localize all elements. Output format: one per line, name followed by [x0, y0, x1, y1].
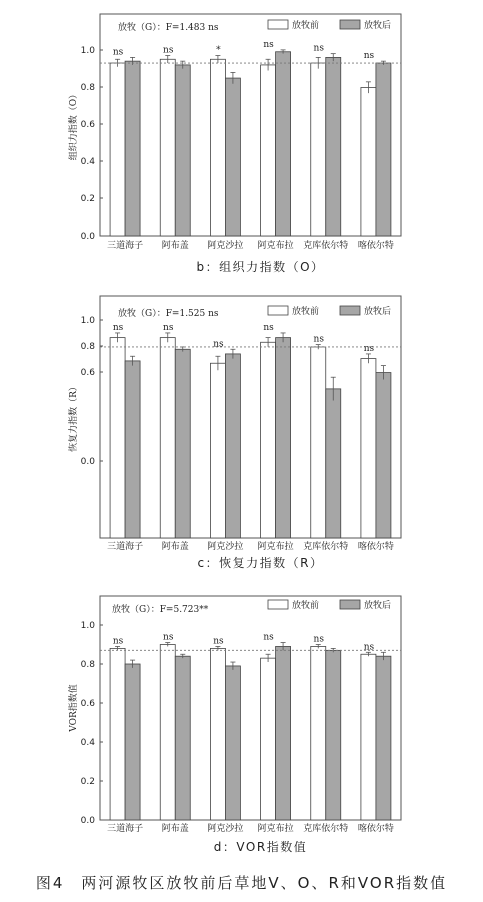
y-tick-label: 0.8 — [80, 342, 95, 352]
significance-label: ns — [163, 45, 174, 56]
bar-before — [110, 338, 125, 538]
x-tick-label: 阿布盖 — [161, 542, 189, 552]
x-tick-label: 阿布盖 — [161, 824, 189, 834]
bar-before — [361, 359, 376, 538]
x-tick-label: 阿克沙拉 — [207, 241, 244, 251]
y-tick-label: 0.2 — [80, 194, 95, 204]
legend-swatch-after — [340, 306, 360, 315]
x-tick-label: 克库依尔特 — [303, 542, 349, 552]
bar-after — [376, 63, 391, 236]
y-tick-label: 1.0 — [80, 621, 95, 631]
legend-swatch-before — [268, 600, 288, 609]
figure-caption: 图4 两河源牧区放牧前后草地V、O、R和VOR指数值 — [35, 874, 448, 892]
legend-label-after: 放牧后 — [364, 307, 392, 317]
y-tick-label: 0.6 — [80, 699, 95, 709]
chart-panel-c — [67, 296, 401, 570]
legend-swatch-after — [340, 600, 360, 609]
legend-label-before: 放牧前 — [292, 307, 320, 317]
significance-label: ns — [313, 634, 324, 645]
y-tick-label: 0.8 — [80, 660, 95, 670]
bar-before — [210, 648, 225, 820]
anova-annotation: 放牧（G）：F=1.483 ns — [118, 23, 219, 33]
bar-before — [261, 65, 276, 236]
significance-label: ns — [213, 339, 224, 350]
x-tick-label: 喀依尔特 — [357, 542, 394, 552]
bar-before — [110, 648, 125, 820]
bar-after — [225, 354, 240, 538]
bar-after — [125, 664, 140, 820]
bar-before — [311, 646, 326, 820]
significance-label: ns — [313, 43, 324, 54]
significance-label: ns — [112, 322, 124, 333]
panel-caption: c：恢复力指数（R） — [197, 556, 324, 570]
y-axis-title: 组织力指数（O） — [69, 89, 79, 161]
y-tick-label: 1.0 — [80, 316, 95, 326]
x-tick-label: 克库依尔特 — [303, 241, 349, 251]
bar-after — [225, 666, 240, 820]
x-tick-label: 克库依尔特 — [303, 824, 349, 834]
legend-label-before: 放牧前 — [292, 21, 320, 31]
significance-label: ns — [213, 636, 224, 647]
significance-label: ns — [263, 39, 274, 50]
bar-before — [160, 59, 175, 236]
significance-label: ns — [163, 322, 174, 333]
chart-panel-d — [67, 596, 401, 854]
y-axis-title: VOR指数值 — [69, 684, 79, 732]
bar-before — [361, 87, 376, 236]
y-axis-title: 恢复力指数（R） — [69, 382, 79, 452]
legend-label-after: 放牧后 — [364, 601, 392, 611]
x-tick-label: 三道海子 — [107, 241, 144, 251]
anova-annotation: 放牧（G）：F=1.525 ns — [118, 309, 219, 319]
bar-after — [326, 57, 341, 236]
bar-after — [225, 78, 240, 236]
significance-label: ns — [263, 632, 274, 643]
plot-frame — [100, 596, 401, 820]
significance-label: ns — [263, 322, 274, 333]
bar-before — [160, 645, 175, 821]
x-tick-label: 阿克沙拉 — [207, 824, 244, 834]
significance-label: ns — [363, 343, 375, 354]
plot-frame — [100, 14, 401, 236]
y-tick-label: 0.6 — [80, 120, 95, 130]
bar-after — [125, 61, 140, 236]
y-tick-label: 0.4 — [80, 738, 95, 748]
significance-label: ns — [112, 636, 124, 647]
x-tick-label: 阿克布拉 — [257, 542, 294, 552]
bar-before — [261, 658, 276, 820]
legend-label-before: 放牧前 — [292, 601, 320, 611]
bar-before — [110, 63, 125, 236]
significance-label: ns — [313, 334, 324, 345]
bar-after — [276, 646, 291, 820]
significance-label: ns — [163, 632, 174, 643]
legend-swatch-before — [268, 306, 288, 315]
y-tick-label: 0.0 — [80, 816, 95, 826]
x-tick-label: 阿克布拉 — [257, 824, 294, 834]
panel-caption: b：组织力指数（O） — [196, 260, 325, 274]
y-tick-label: 0.4 — [80, 157, 95, 167]
x-tick-label: 喀依尔特 — [357, 824, 394, 834]
bar-before — [261, 342, 276, 538]
x-tick-label: 三道海子 — [107, 824, 144, 834]
panel-caption: d：VOR指数值 — [213, 840, 308, 854]
anova-annotation: 放牧（G）：F=5.723** — [112, 605, 209, 615]
bar-after — [125, 361, 140, 538]
significance-label: ns — [363, 51, 375, 62]
y-tick-label: 0.8 — [80, 83, 95, 93]
x-tick-label: 阿布盖 — [161, 241, 189, 251]
y-tick-label: 0.6 — [80, 368, 95, 378]
bar-after — [175, 65, 190, 236]
x-tick-label: 阿克布拉 — [257, 241, 294, 251]
x-tick-label: 喀依尔特 — [357, 241, 394, 251]
y-tick-label: 1.0 — [80, 46, 95, 56]
bar-after — [276, 338, 291, 538]
bar-after — [376, 656, 391, 820]
significance-label: * — [216, 45, 221, 56]
bar-before — [210, 59, 225, 236]
y-tick-label: 0.0 — [80, 457, 95, 467]
y-tick-label: 0.2 — [80, 777, 95, 787]
chart-panel-b — [67, 14, 401, 274]
bar-before — [160, 338, 175, 538]
bar-after — [175, 349, 190, 538]
bar-after — [276, 52, 291, 236]
bar-before — [361, 654, 376, 820]
x-tick-label: 阿克沙拉 — [207, 542, 244, 552]
bar-before — [210, 363, 225, 538]
plot-frame — [100, 296, 401, 538]
significance-label: ns — [112, 47, 124, 58]
bar-before — [311, 63, 326, 236]
bar-after — [376, 373, 391, 538]
legend-label-after: 放牧后 — [364, 21, 392, 31]
bar-after — [326, 650, 341, 820]
significance-label: ns — [363, 642, 375, 653]
bar-after — [175, 656, 190, 820]
bar-before — [311, 347, 326, 538]
x-tick-label: 三道海子 — [107, 542, 144, 552]
bar-after — [326, 389, 341, 538]
legend-swatch-before — [268, 20, 288, 29]
y-tick-label: 0.0 — [80, 232, 95, 242]
legend-swatch-after — [340, 20, 360, 29]
